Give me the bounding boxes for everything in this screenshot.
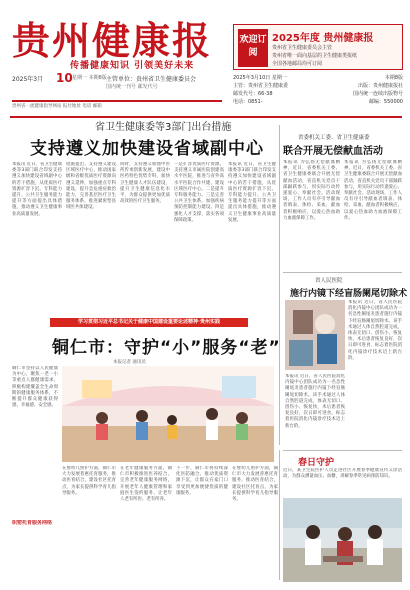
pubinfo-cell: 2025年3月10日 星期一 bbox=[233, 75, 287, 81]
feature-photo-image bbox=[62, 366, 274, 462]
pubinfo-cell: 本期8版 bbox=[384, 75, 403, 81]
article3-kicker: 省人民医院 bbox=[315, 278, 343, 284]
article1-column: 同时，支持遵义加强中医药传承创新发展，建设中医药特色优势专科，加快卫生健康人才队伍建设，提升卫生健康信息化水平，为群众提供更加优质高效的医疗卫生服务。 bbox=[120, 162, 170, 205]
feature-column: 铜仁市坚持以人民健康为中心，聚焦一老一小等重点人群健康需求，积极构建覆盖全生命周期的健康服务体系，不断提升群众健康获得感、幸福感、安全感。 bbox=[12, 366, 58, 409]
newspaper-slogan: 传播健康知识 引领美好未来 bbox=[70, 61, 195, 71]
article2-kicker: 省委机关工委、省卫生健康委 bbox=[298, 135, 370, 141]
publisher: 主管单位：贵州省卫生健康委员会 bbox=[106, 76, 197, 83]
article3-column: 本报讯 近日，省人民医院消化内镜中心团队成功为一名急性阑尾炎患者施行内镜下经盲肠阑尾切除术。该手术通过人体自然腔道完成，体表无切口、创伤小、恢复快，术后患者恢复良好，次日即可进食，标志着医院消化内镜诊疗技术迈上新台阶。 bbox=[348, 300, 402, 361]
issue-pages: 星期一 本期8版 bbox=[72, 75, 107, 81]
surgery-photo-image bbox=[285, 300, 345, 370]
issue-date: 2025年3月 bbox=[12, 76, 44, 83]
article2-column: 本报讯 为弘扬无偿献血精神，近日，省委机关工委、省卫生健康委联合开展无偿献血活动，省直机关党员干部踊跃参与，用实际行动传递爱心、奉献社会。活动现场，工作人员有序引导献血者填表、体检、采血，献血者积极响应，以爱心热血助力血液保障工作。 bbox=[344, 160, 402, 221]
pubinfo-row bbox=[233, 74, 403, 82]
feature-column: 在婴幼儿照护方面，铜仁市大力发展普惠托育服务，推动医育结合，建设社区托育点，为家长提供科学育儿指导服务。 bbox=[232, 466, 278, 503]
feature-column: 在婴幼儿照护方面，铜仁市大力发展普惠托育服务，推动医育结合，建设社区托育点，为家长提供科学育儿指导服务。 bbox=[62, 466, 116, 496]
feature-subhead: 织密托育服务网络 bbox=[12, 520, 53, 526]
article1-headline[interactable]: 支持遵义加快建设省域副中心 bbox=[30, 139, 264, 159]
pubinfo-cell: 出版：贵州健康报社 bbox=[357, 83, 403, 89]
pubinfo-cell: 国内统一连续出版物号 bbox=[352, 91, 403, 97]
section-divider bbox=[283, 450, 402, 451]
feature-column: 在老年健康服务方面，铜仁市积极推进医养结合，完善老年健康服务网络，开展老年人健康管理和家庭医生签约服务，让老年人老有所医、老有所养。 bbox=[120, 466, 172, 503]
pubinfo-cell: 电话：0851- bbox=[233, 99, 263, 105]
section-photo bbox=[283, 498, 402, 582]
promo-line: 全国各地邮局均可订阅 bbox=[272, 61, 323, 67]
section-title: 春日守护 bbox=[298, 458, 335, 468]
feature-banner: 学习贯彻习近平总书记关于健康中国建设重要论述精神·贵州实践 bbox=[50, 318, 248, 327]
pubinfo-cell: 主管：贵州省卫生健康委 bbox=[233, 83, 289, 89]
article2-headline[interactable]: 联合开展无偿献血活动 bbox=[283, 146, 383, 157]
pubinfo-cell: 邮编：550000 bbox=[368, 99, 403, 105]
promo-badge: 欢迎订阅 bbox=[238, 29, 268, 67]
feature-photo bbox=[62, 366, 274, 462]
surgery-photo bbox=[285, 300, 345, 370]
promo-line: 贵州省唯一面向基层的卫生健康类报纸 bbox=[272, 53, 358, 59]
issue-day: 10 bbox=[56, 71, 73, 85]
publication-info bbox=[233, 74, 403, 114]
promo-lines bbox=[272, 44, 357, 68]
feature-column: 下一步，铜仁市将持续深化医防融合，推动优质资源下沉，让群众在家门口享受到更加便捷优质的健康服务。 bbox=[176, 466, 228, 496]
article2-column: 本报讯 为弘扬无偿献血精神，近日，省委机关工委、省卫生健康委联合开展无偿献血活动，省直机关党员干部踊跃参与，用实际行动传递爱心、奉献社会。活动现场，工作人员有序引导献血者填表、体检、采血，献血者积极响应，以爱心热血助力血液保障工作。 bbox=[283, 160, 340, 221]
article1-column: 本报讯 近日，省卫生健康委等3部门联合印发支持遵义加快建设省域副中心的若干措施，从优质医疗资源扩容下沉、专科能力提升、公共卫生服务能力提升等方面提出具体措施，推动遵义卫生健康事业高质量发展。 bbox=[228, 162, 276, 223]
article-divider bbox=[283, 272, 402, 273]
column-divider bbox=[279, 450, 280, 580]
article1-column: 本报讯 近日，省卫生健康委等3部门联合印发支持遵义加快建设省域副中心的若干措施，从优质医疗资源扩容下沉、专科能力提升、公共卫生服务能力提升等方面提出具体措施，推动遵义卫生健康事业高质量发展。 bbox=[12, 162, 62, 217]
masthead bbox=[0, 0, 410, 118]
article3-column: 本报讯 近日，省人民医院消化内镜中心团队成功为一名急性阑尾炎患者施行内镜下经盲肠阑尾切除术。该手术通过人体自然腔道完成，体表无切口、创伤小、恢复快，术后患者恢复良好，次日即可进食，标志着医院消化内镜诊疗技术迈上新台阶。 bbox=[285, 374, 345, 429]
article1-column: 措施提出，支持遵义建设区域医疗中心，推动国家级和省级优质医疗资源向遵义延伸，加强重点专科建设，提升急危重症救治能力，完善基层医疗卫生服务体系，推进紧密型县域医共体建设。 bbox=[66, 162, 116, 211]
pubinfo-row bbox=[233, 82, 403, 90]
pubinfo-cell: 邮发代号：66-38 bbox=[233, 91, 273, 97]
column-divider bbox=[279, 125, 280, 445]
subscription-promo[interactable] bbox=[233, 24, 403, 70]
feature-byline: 本报记者 通讯员 bbox=[113, 360, 146, 365]
masthead-rule: 贵州省一流健康指导网站 报社地址 电话 邮箱 bbox=[12, 100, 222, 108]
section-photo-image bbox=[283, 498, 402, 582]
pubinfo-row bbox=[233, 98, 403, 106]
promo-title: 2025年度 贵州健康报 bbox=[272, 33, 374, 44]
feature-headline[interactable]: 铜仁市：守护“小”服务“老” bbox=[52, 338, 281, 358]
publisher-subline: 国内统一刊号 邮发代号 bbox=[106, 84, 158, 90]
pubinfo-row bbox=[233, 90, 403, 98]
newspaper-title: 贵州健康报 bbox=[12, 18, 213, 63]
article1-kicker: 省卫生健康委等3部门出台措施 bbox=[95, 122, 232, 133]
article3-headline[interactable]: 施行内镜下经盲肠阑尾切除术 bbox=[290, 289, 408, 299]
promo-line: 贵州省卫生健康委员会主管 bbox=[272, 45, 333, 51]
section-caption: 近日，某卫生院医护人员走进社区开展春季健康宣传义诊活动，为群众测量血压、血糖，讲解春季常见病预防知识。 bbox=[283, 468, 402, 480]
article1-column: 一是扩容优质医疗资源。支持遵义市属医院创建高水平医院，推进与省外高水平医院合作共建，建设区域医疗中心。二是提升专科服务能力。三是完善公共卫生体系，加强疾病预防控制能力建设。四是强化人才支撑，落实各项保障政策。 bbox=[174, 162, 224, 223]
